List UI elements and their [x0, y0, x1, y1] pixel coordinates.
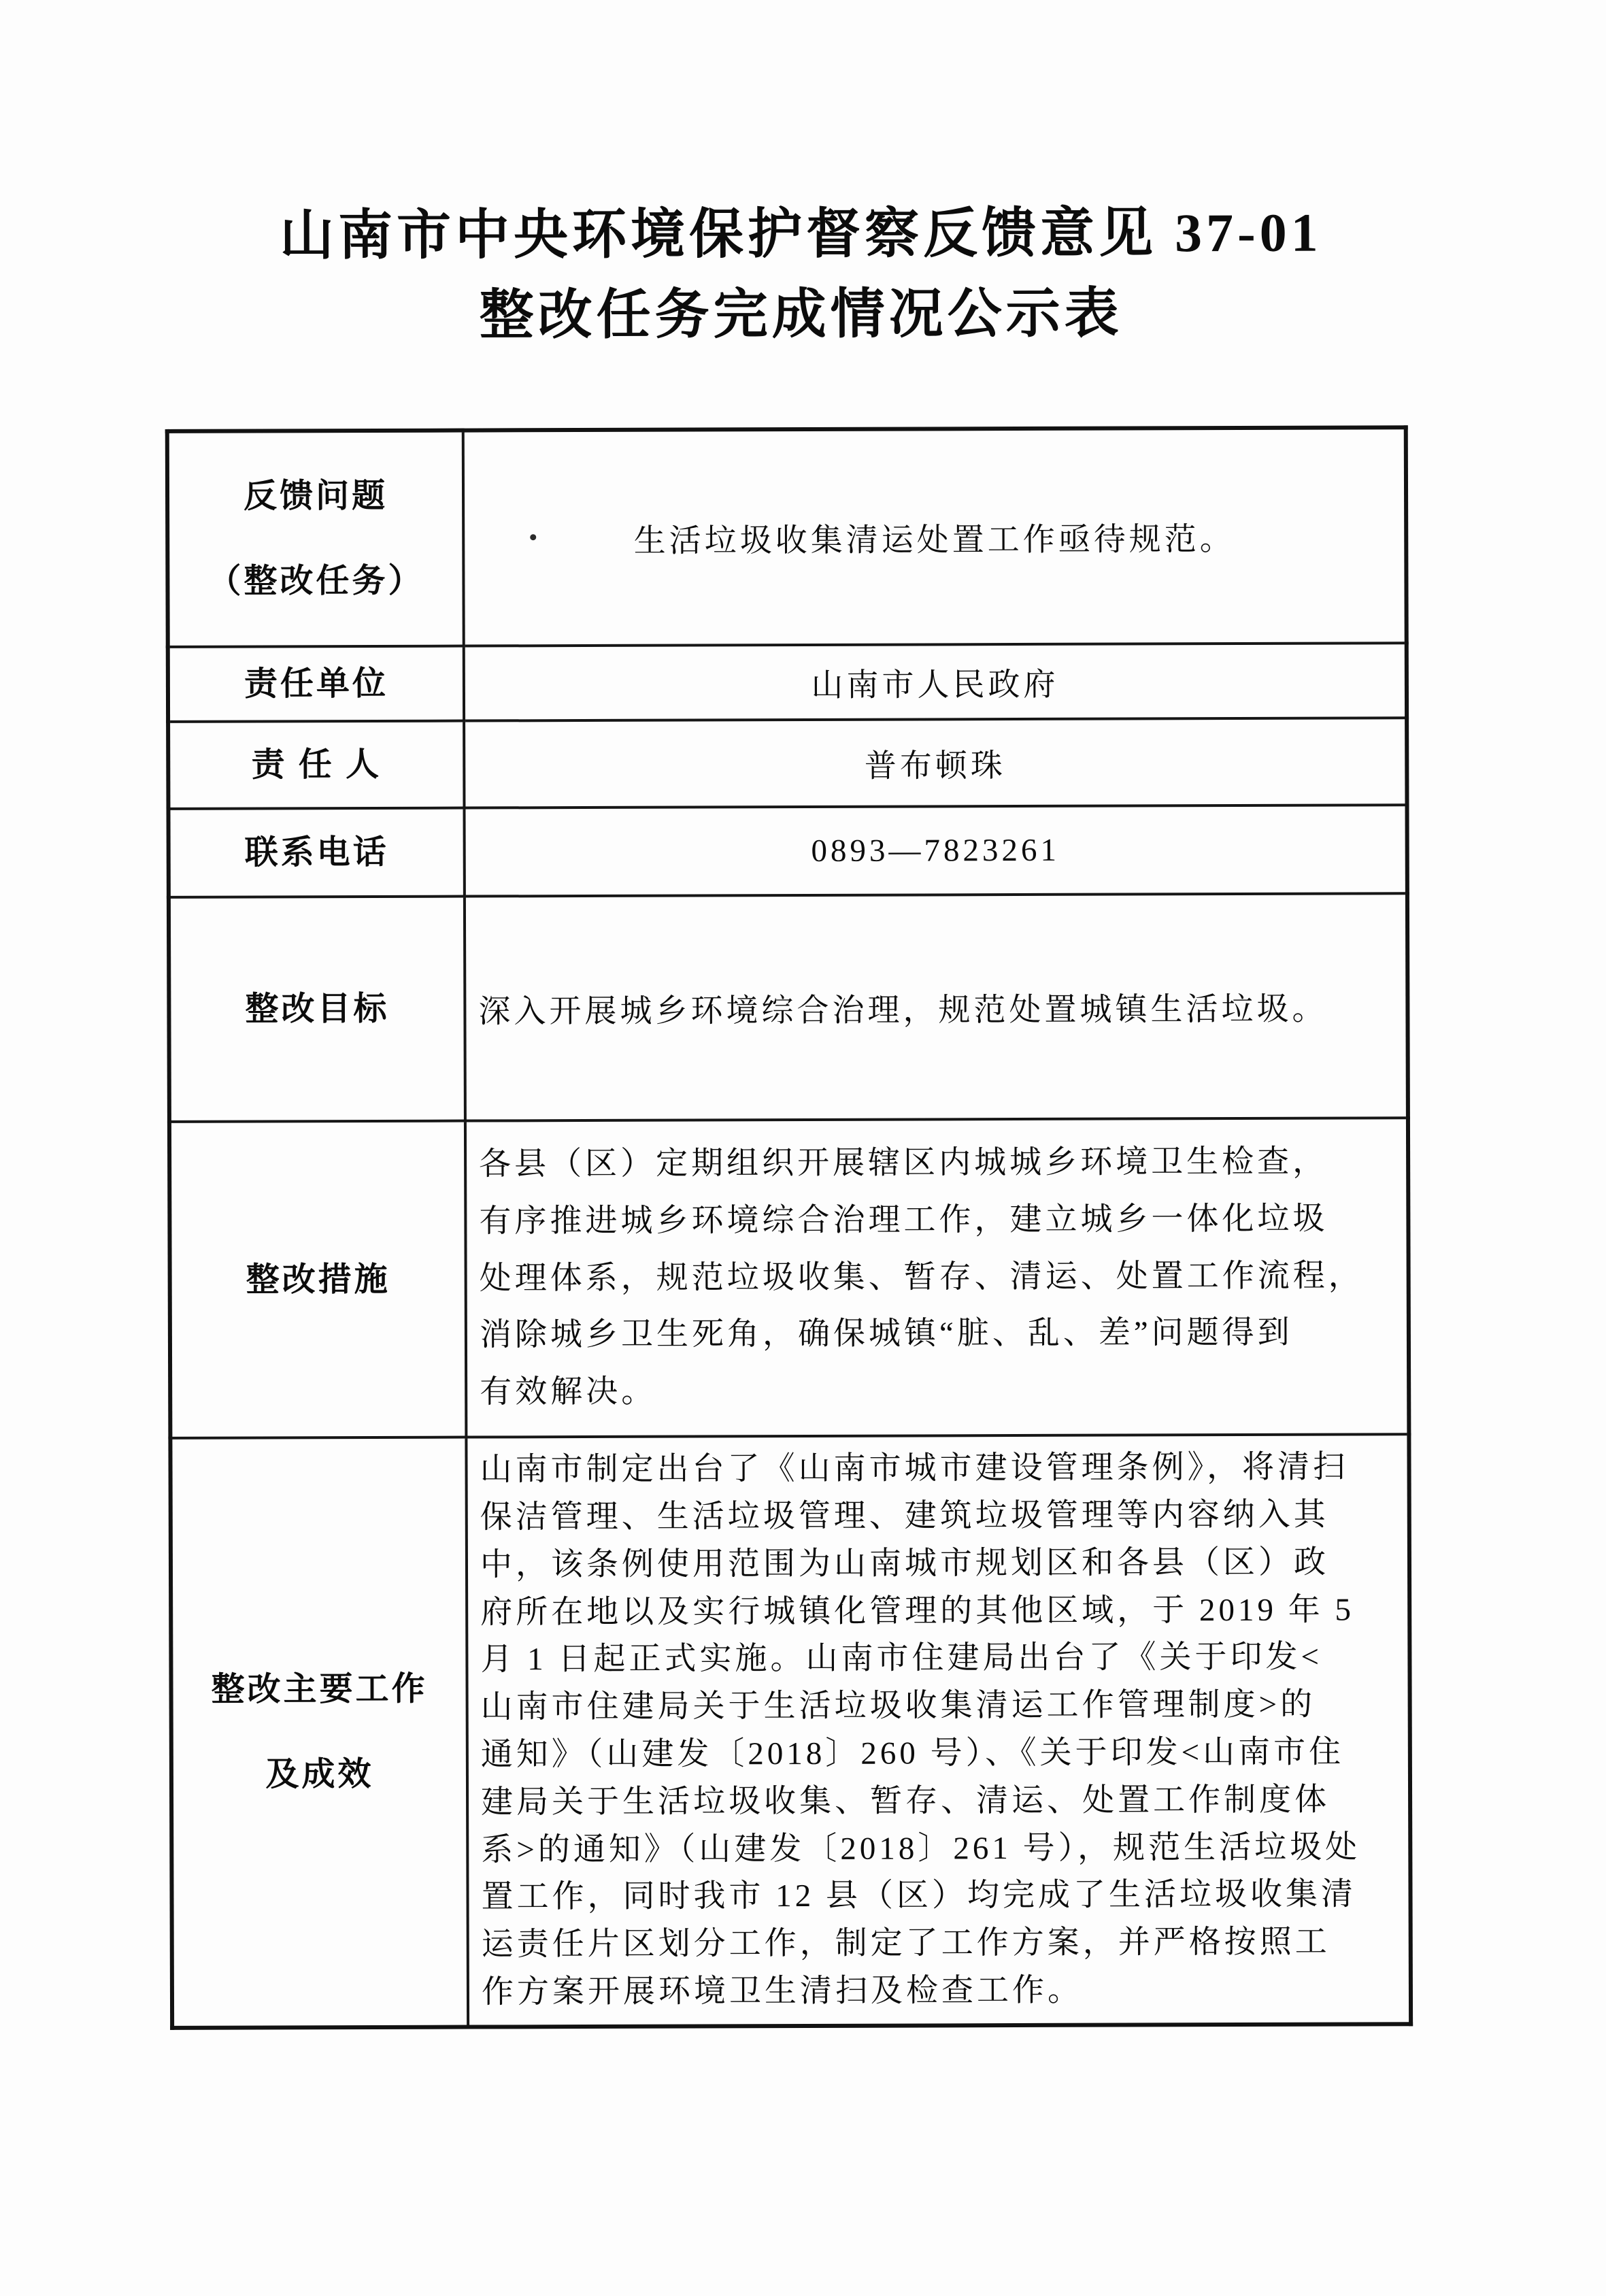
label-contact-phone: 联系电话 — [168, 808, 464, 897]
value-feedback-problem — [463, 427, 1407, 646]
scan-artifact-dot — [530, 534, 536, 540]
label-feedback-problem: 反馈问题 （整改任务） — [167, 431, 464, 647]
table-row-responsible-person — [168, 718, 1407, 809]
table-row-rectification-goal — [169, 893, 1408, 1122]
table-row-responsible-unit — [168, 643, 1407, 722]
value-rectification-goal: 深入开展城乡环境综合治理，规范处置城镇生活垃圾。 — [465, 893, 1408, 1120]
table-row-feedback-problem — [167, 427, 1407, 647]
value-feedback-problem-text: 生活垃圾收集清运处置工作亟待规范。 — [633, 521, 1235, 559]
label-rectification-goal: 整改目标 — [169, 897, 465, 1122]
document-title-line-2: 整改任务完成情况公示表 — [479, 284, 1123, 346]
value-contact-phone: 0893—7823261 — [464, 805, 1407, 896]
document-title — [0, 192, 1604, 357]
document-title-line-1: 山南市中央环境保护督察反馈意见 37-01 — [279, 203, 1322, 267]
value-responsible-unit: 山南市人民政府 — [464, 643, 1407, 720]
table-row-rectification-measures — [169, 1118, 1409, 1438]
value-main-work-results: 山南市制定出台了《山南市城市建设管理条例》，将清扫 保洁管理、生活垃圾管理、建筑垃圾管理等内容纳入其 中，该条例使用范围为山南城市规划区和各县（区）政 府所在地以及实行城镇化管理的其他区域，于 2019 年 5 月 1 日起正式实施。山南市住建局出台了《关于印发< 山南市住建局关于生活垃圾收集清运工作管理制度>的 通知》（山建发〔2018〕260 号）、《关于印发<山南市住 建局关于生活垃圾收集、暂存、清运、处置工作制度体 系>的通知》（山建发〔2018〕261 号），规范生活垃圾处 置工作，同时我市 12 县（区）均完成了生活垃圾收集清 运责任片区划分工作，制定了工作方案，并严格按照工 作方案开展环境卫生清扫及检查工作。 — [466, 1434, 1411, 2027]
label-responsible-unit: 责任单位 — [168, 646, 464, 722]
label-main-work-results: 整改主要工作 及成效 — [170, 1437, 468, 2028]
table-row-contact-phone — [168, 805, 1407, 897]
value-rectification-measures: 各县（区）定期组织开展辖区内城城乡环境卫生检查， 有序推进城乡环境综合治理工作，建立城乡一体化垃圾 处理体系，规范垃圾收集、暂存、清运、处置工作流程， 消除城乡卫生死角，确保城镇“脏、乱、差”问题得到 有效解决。 — [465, 1118, 1409, 1437]
table-row-main-work-results — [170, 1434, 1411, 2028]
value-responsible-person: 普布顿珠 — [464, 718, 1407, 808]
rectification-table — [165, 425, 1413, 2030]
label-rectification-measures: 整改措施 — [169, 1121, 466, 1438]
label-responsible-person: 责 任 人 — [168, 721, 464, 809]
